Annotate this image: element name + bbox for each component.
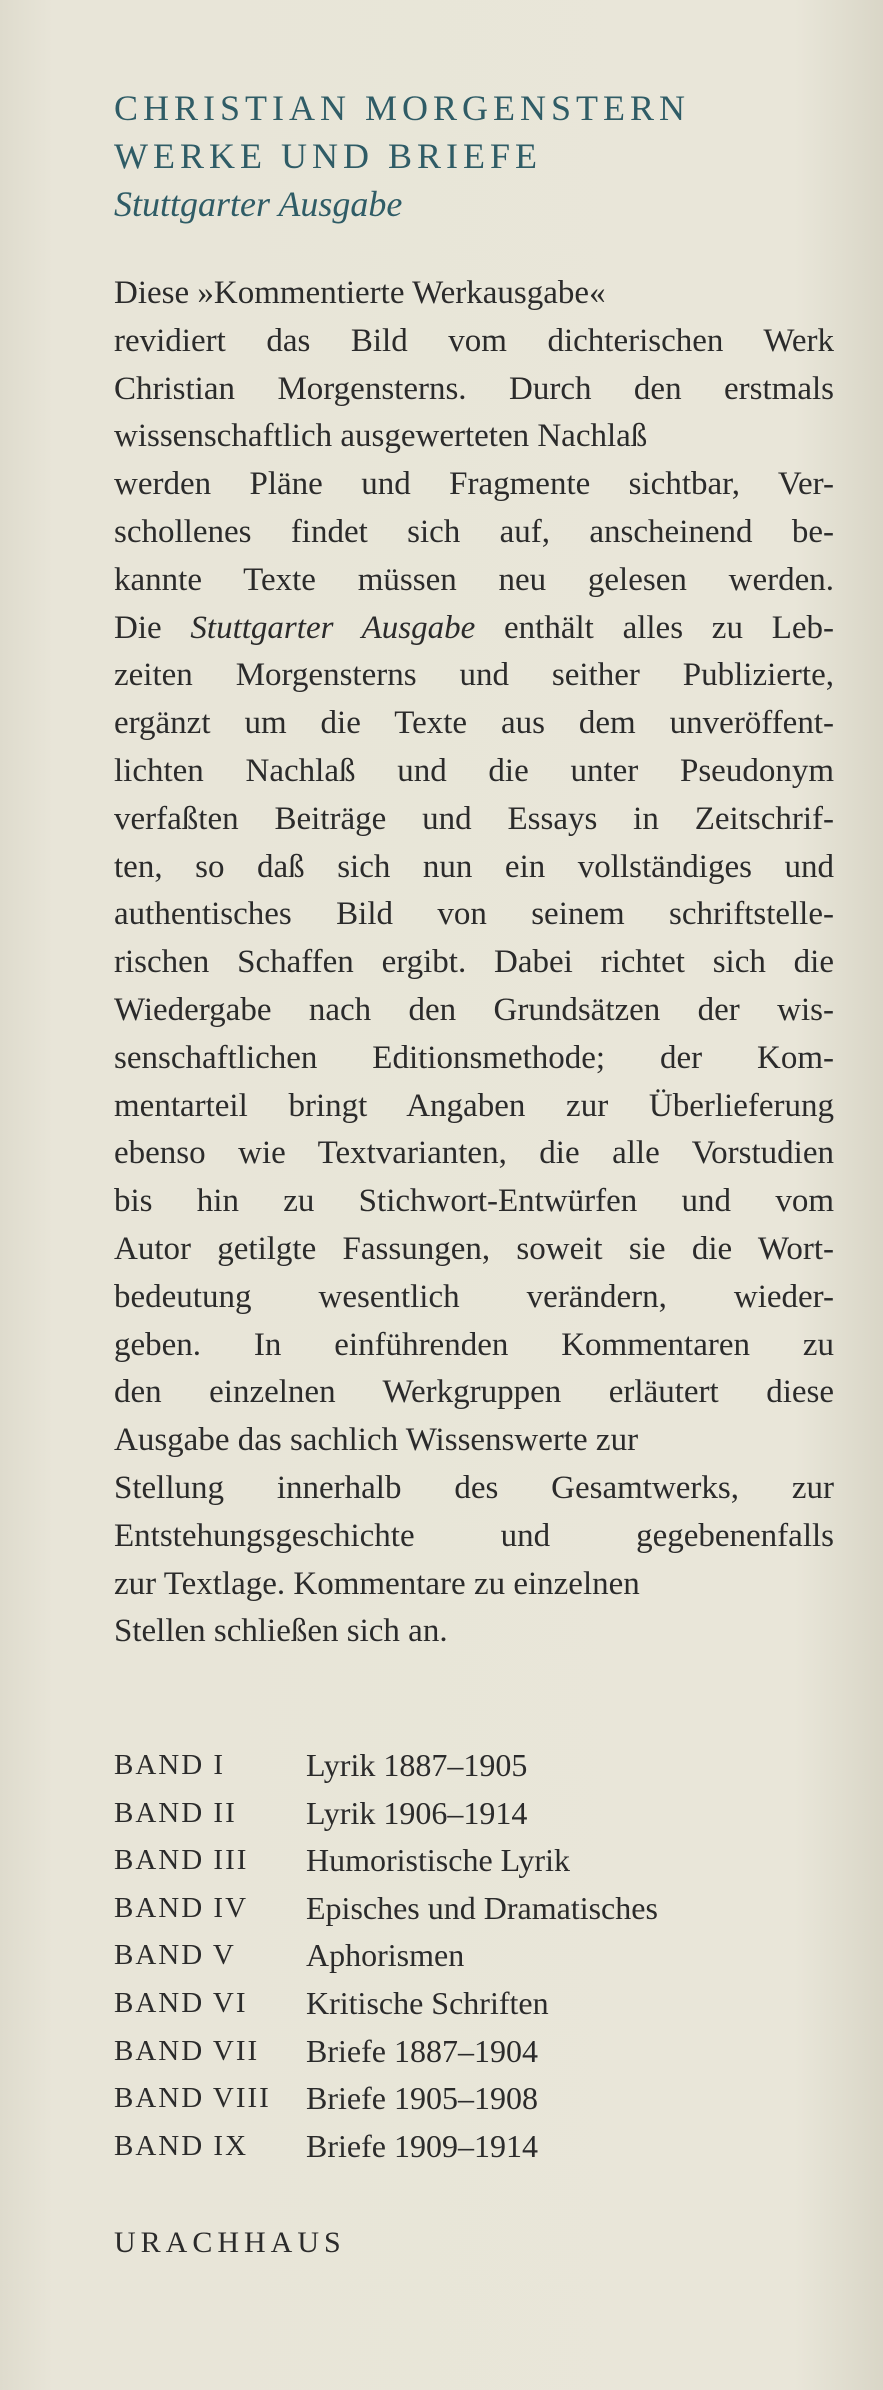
author-name: CHRISTIAN MORGENSTERN <box>114 88 691 128</box>
series-title: WERKE UND BRIEFE <box>114 136 542 176</box>
edition-name-italic: Stuttgarter Ausgabe <box>190 609 476 646</box>
volume-number: BAND IX <box>114 2129 249 2162</box>
text-line: verfaßten Beiträge und Essays in Zeitschrif- <box>114 800 834 837</box>
volume-number: BAND I <box>114 1749 226 1781</box>
volume-row <box>114 1742 658 1790</box>
text-line: ebenso wie Textvarianten, die alle Vorstudien <box>114 1135 834 1172</box>
text-line: Autor getilgte Fassungen, soweit sie die Wort- <box>114 1230 834 1267</box>
volume-number: BAND IV <box>114 1891 249 1924</box>
description-text <box>114 270 834 1656</box>
text-line: kannte Texte müssen neu gelesen werden. <box>114 561 834 598</box>
text-line: bis hin zu Stichwort-Entwürfen und vom <box>114 1183 834 1220</box>
text-line <box>114 605 834 653</box>
volume-title: Briefe 1887–1904 <box>306 2032 538 2069</box>
text-line: den einzelnen Werkgruppen erläutert diese <box>114 1374 834 1411</box>
text-line: Ausgabe das sachlich Wissenswerte zur <box>114 1422 639 1459</box>
text-line: wissenschaftlich ausgewerteten Nachlaß <box>114 418 648 455</box>
volume-title: Episches und Dramatisches <box>306 1889 658 1926</box>
volume-title: Briefe 1905–1908 <box>306 2080 538 2117</box>
volume-number: BAND VI <box>114 1986 248 2019</box>
volume-row <box>114 1837 658 1885</box>
edition-subtitle: Stuttgarter Ausgabe <box>114 184 403 224</box>
volume-row <box>114 2028 658 2076</box>
text-line: senschaftlichen Editionsmethode; der Kom- <box>114 1039 834 1076</box>
volume-title: Lyrik 1887–1905 <box>306 1747 528 1783</box>
volume-row <box>114 1790 658 1838</box>
volume-row <box>114 2075 658 2123</box>
text-line: Stellung innerhalb des Gesamtwerks, zur <box>114 1469 834 1506</box>
volume-row <box>114 1932 658 1980</box>
text-line: revidiert das Bild vom dichterischen Werk <box>114 322 834 359</box>
text-line: ergänzt um die Texte aus dem unveröffent- <box>114 705 834 742</box>
volume-title: Humoristische Lyrik <box>306 1842 570 1879</box>
text-line: schollenes findet sich auf, anscheinend be- <box>114 513 834 550</box>
volume-title: Briefe 1909–1914 <box>306 2127 538 2164</box>
volume-row <box>114 1885 658 1933</box>
text-line: ten, so daß sich nun ein vollständiges und <box>114 848 834 885</box>
text-line: Entstehungsgeschichte und gegebenenfalls <box>114 1517 834 1554</box>
volume-number: BAND III <box>114 1844 249 1877</box>
volume-row <box>114 1980 658 2028</box>
text-line: zur Textlage. Kommentare zu einzelnen <box>114 1565 640 1602</box>
text-line: lichten Nachlaß und die unter Pseudonym <box>114 752 834 789</box>
text-line: rischen Schaffen ergibt. Dabei richtet sich die <box>114 944 834 981</box>
text-fragment: enthält alles zu Leb- <box>475 609 835 646</box>
text-line: mentarteil bringt Angaben zur Überlieferung <box>114 1087 834 1124</box>
volume-title: Kritische Schriften <box>306 1984 549 2021</box>
text-line: authentisches Bild von seinem schriftstelle- <box>114 896 834 933</box>
text-fragment: Die <box>114 609 191 646</box>
volume-number: BAND V <box>114 1939 236 1972</box>
text-line: Wiedergabe nach den Grundsätzen der wis- <box>114 991 834 1028</box>
text-line: geben. In einführenden Kommentaren zu <box>114 1326 834 1363</box>
volume-row <box>114 2123 658 2171</box>
volume-number: BAND VIII <box>114 2082 271 2115</box>
text-line: bedeutung wesentlich verändern, wieder- <box>114 1278 834 1315</box>
text-line: Stellen schließen sich an. <box>114 1613 448 1650</box>
volume-list <box>114 1742 658 2170</box>
text-line: werden Pläne und Fragmente sichtbar, Ver- <box>114 466 834 503</box>
text-line: zeiten Morgensterns und seither Publizierte, <box>114 657 834 694</box>
volume-title: Aphorismen <box>306 1937 465 1974</box>
text-line: Christian Morgensterns. Durch den erstmals <box>114 370 834 407</box>
volume-number: BAND II <box>114 1796 237 1829</box>
header <box>114 84 690 228</box>
volume-title: Lyrik 1906–1914 <box>306 1794 528 1831</box>
text-line: Diese »Kommentierte Werkausgabe« <box>114 275 606 311</box>
publisher-name: URACHHAUS <box>114 2226 346 2259</box>
volume-number: BAND VII <box>114 2034 260 2067</box>
